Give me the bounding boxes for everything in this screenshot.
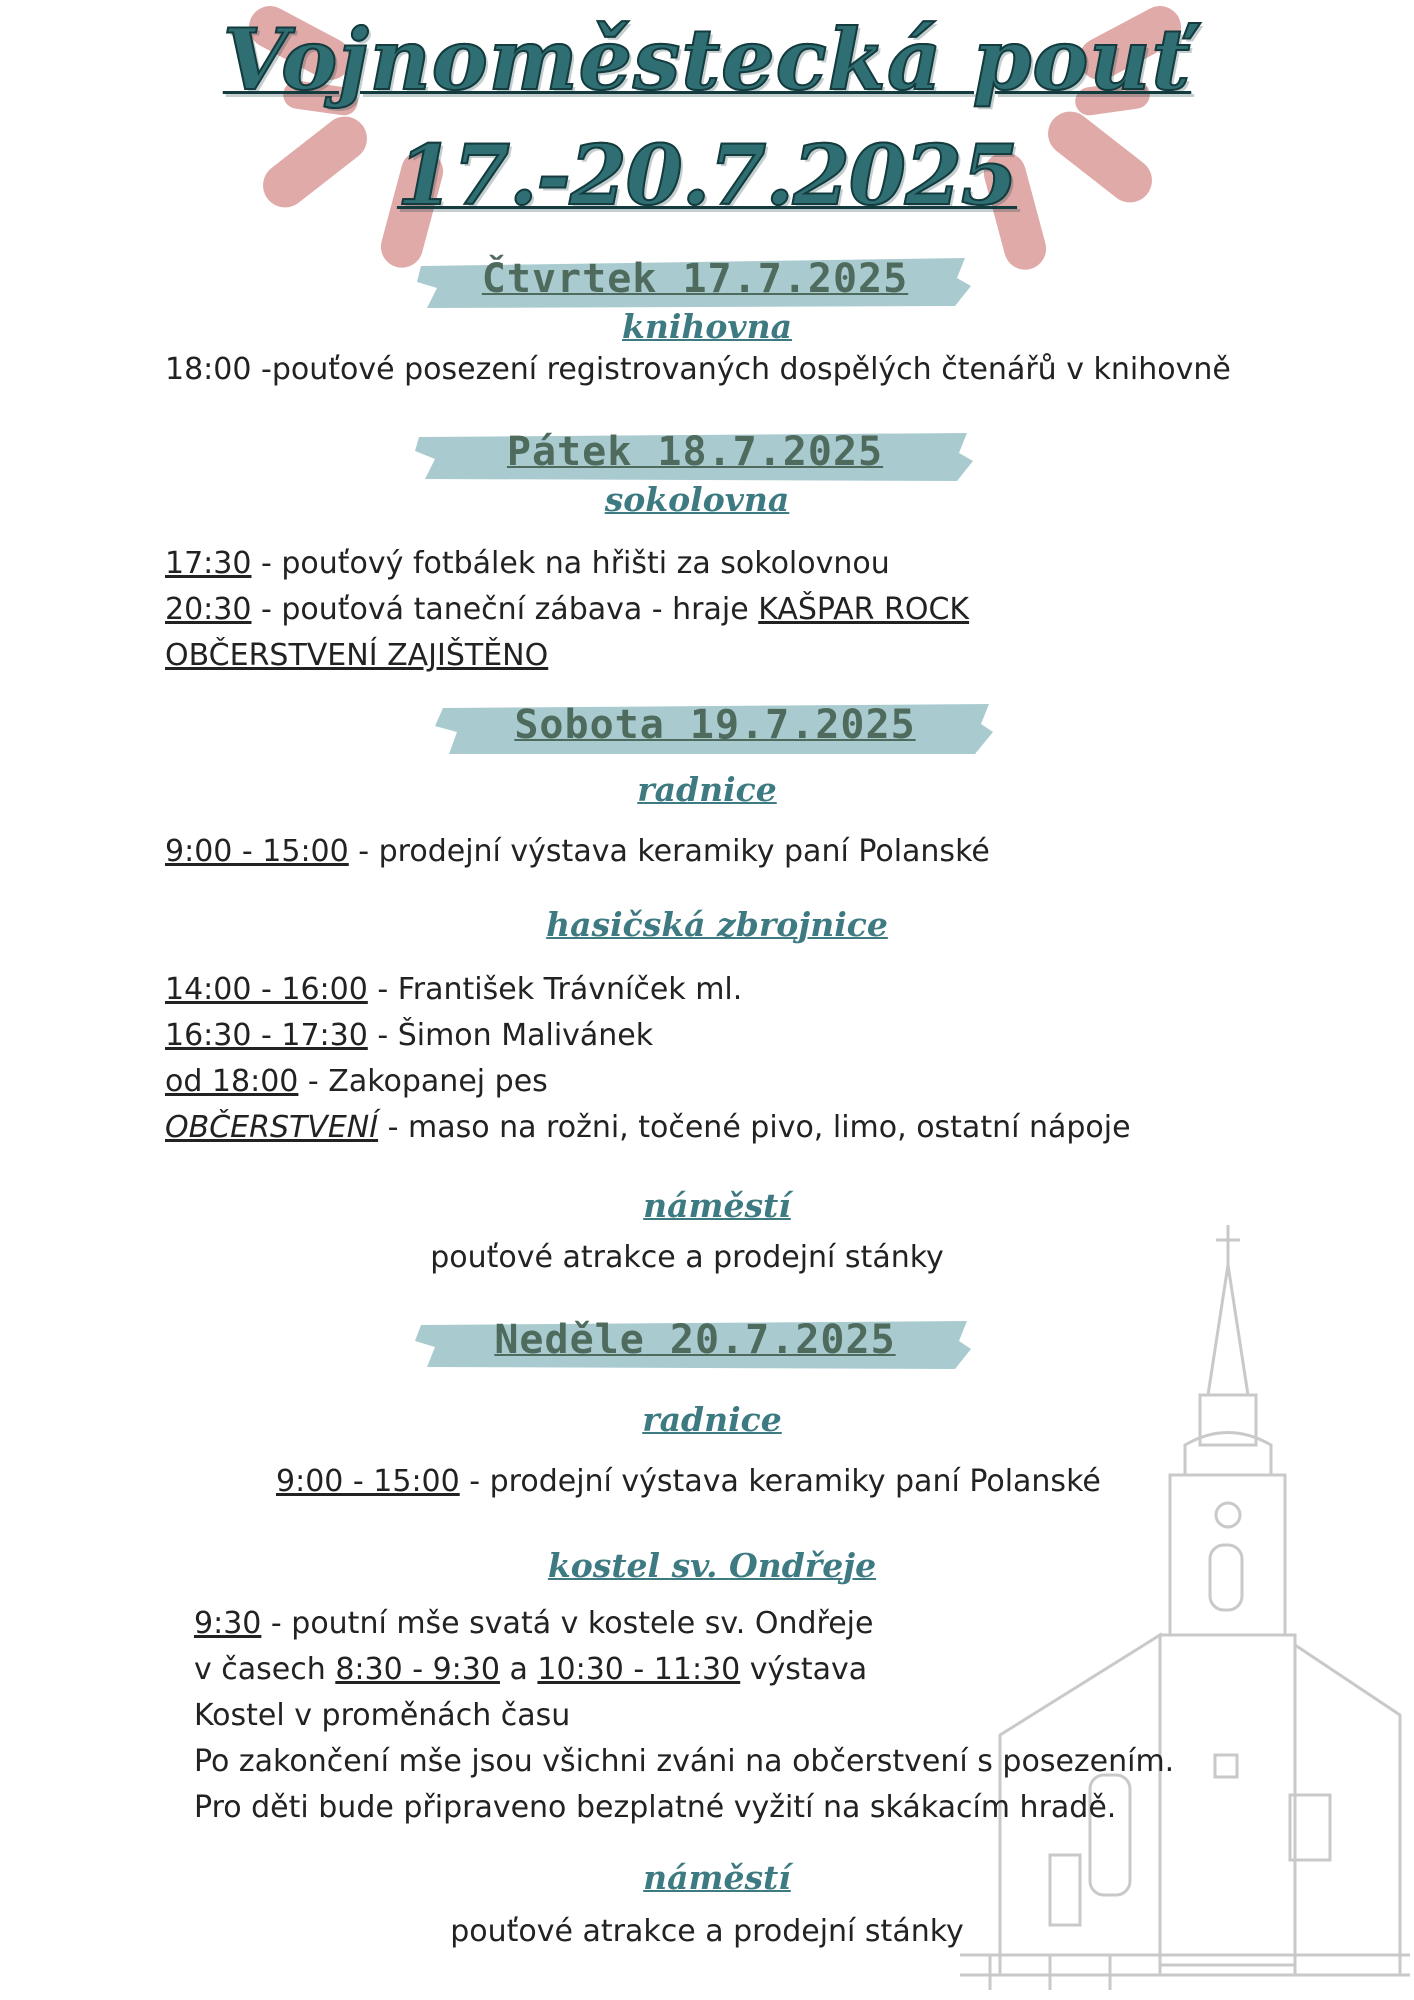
day-banner-sunday: [415, 1313, 975, 1373]
event-time: 14:00 - 16:00: [165, 972, 368, 1007]
after-mass-note: Po zakončení mše jsou všichni zváni na občerstvení s posezením.: [194, 1744, 1175, 1779]
venue-sokolovna: sokolovna: [604, 480, 790, 519]
venue-town-hall: radnice: [637, 770, 777, 809]
venue-town-hall: radnice: [642, 1400, 782, 1439]
event-line: [165, 972, 742, 1007]
exhibition-time-2: 10:30 - 11:30: [537, 1652, 741, 1687]
event-line: [165, 546, 890, 581]
event-time: 9:00 - 15:00: [165, 834, 349, 869]
exhibition-name: Kostel v proměnách času: [194, 1698, 571, 1733]
day-label-friday: Pátek 18.7.2025: [506, 429, 884, 475]
mass-text: - poutní mše svatá v kostele sv. Ondřeje: [261, 1606, 874, 1641]
event-time: 16:30 - 17:30: [165, 1018, 368, 1053]
event-text: - prodejní výstava keramiky paní Polanské: [348, 834, 990, 869]
mass-time: 9:30: [194, 1606, 262, 1641]
event-line: [165, 1018, 653, 1053]
venue-square: náměstí: [643, 1186, 791, 1225]
exhibition-line: [194, 1652, 867, 1687]
day-banner-thursday: [415, 252, 975, 312]
event-time: 17:30: [165, 546, 252, 581]
mass-line: [194, 1606, 873, 1641]
event-text: - Zakopanej pes: [298, 1064, 548, 1099]
venue-library: knihovna: [622, 307, 792, 346]
refreshment-label: OBČERSTVENÍ: [165, 1110, 379, 1145]
event-text: - František Trávníček ml.: [367, 972, 743, 1007]
kids-note: Pro děti bude připraveno bezplatné vyžití na skákacím hradě.: [194, 1790, 1117, 1825]
refreshment-text: - maso na rožni, točené pivo, limo, ostatní nápoje: [378, 1110, 1131, 1145]
event-line: [165, 1064, 548, 1099]
venue-fire-station: hasičská zbrojnice: [546, 905, 888, 944]
exhibition-suffix: výstava: [740, 1652, 868, 1687]
venue-square: náměstí: [643, 1858, 791, 1897]
event-text: -pouťové posezení registrovaných dospělých čtenářů v knihovně: [251, 352, 1231, 387]
venue-church: kostel sv. Ondřeje: [547, 1546, 877, 1585]
refreshment-line: [165, 1110, 1131, 1145]
page-title: Vojnoměstecká pouť: [222, 10, 1192, 109]
band-name: KAŠPAR ROCK: [758, 592, 970, 627]
day-banner-saturday: [435, 698, 995, 758]
refreshment-note: OBČERSTVENÍ ZAJIŠTĚNO: [165, 638, 549, 673]
day-label-sunday: Neděle 20.7.2025: [494, 1317, 896, 1363]
event-text: - pouťový fotbálek na hřišti za sokolovnou: [251, 546, 890, 581]
event-line: [276, 1464, 1101, 1499]
event-time: od 18:00: [165, 1064, 299, 1099]
page-title-dates: 17.-20.7.2025: [396, 128, 1018, 224]
event-text: - pouťová taneční zábava - hraje: [251, 592, 759, 627]
square-attractions: pouťové atrakce a prodejní stánky: [430, 1240, 944, 1275]
day-banner-friday: [415, 425, 975, 485]
event-time: 9:00 - 15:00: [276, 1464, 460, 1499]
exhibition-prefix: v časech: [194, 1652, 336, 1687]
day-label-thursday: Čtvrtek 17.7.2025: [481, 256, 909, 302]
event-line: [165, 592, 969, 627]
day-label-saturday: Sobota 19.7.2025: [514, 702, 916, 748]
event-text: - prodejní výstava keramiky paní Polanské: [459, 1464, 1101, 1499]
event-time: 18:00: [165, 352, 252, 387]
exhibition-time-1: 8:30 - 9:30: [335, 1652, 500, 1687]
square-attractions: pouťové atrakce a prodejní stánky: [450, 1914, 964, 1949]
exhibition-mid: a: [499, 1652, 538, 1687]
event-time: 20:30: [165, 592, 252, 627]
event-line: [165, 352, 1231, 387]
event-text: - Šimon Malivánek: [367, 1018, 654, 1053]
event-line: [165, 834, 990, 869]
